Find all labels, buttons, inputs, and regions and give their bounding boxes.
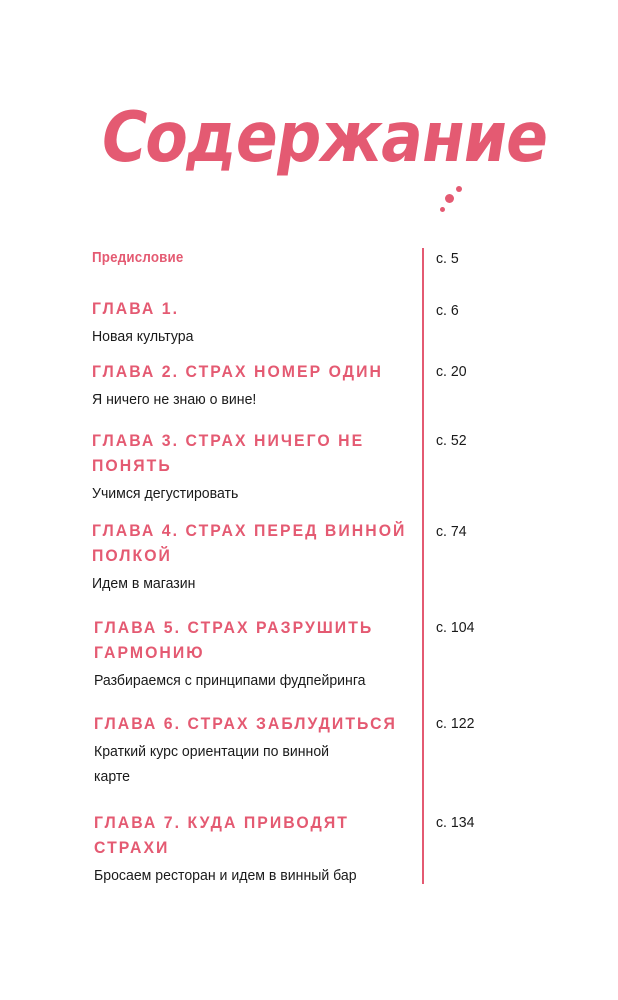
page-number: с. 122 <box>436 715 475 732</box>
toc-entry-chapter-4[interactable] <box>92 518 430 596</box>
chapter-subtitle: Бросаем ресторан и идем в винный бар <box>94 867 357 884</box>
toc-entry-chapter-7[interactable] <box>94 810 373 888</box>
chapter-title: ГЛАВА 6. СТРАХ ЗАБЛУДИТЬСЯ <box>94 714 397 733</box>
chapter-subtitle-cont: карте <box>94 768 130 785</box>
chapter-subtitle: Краткий курс ориентации по винной <box>94 743 330 760</box>
preface-label: Предисловие <box>92 250 184 266</box>
toc-entry-preface[interactable] <box>92 250 192 266</box>
page-title: Содержание <box>95 96 555 178</box>
chapter-title: ГЛАВА 3. СТРАХ НИЧЕГО НЕ <box>92 431 365 450</box>
chapter-subtitle: Я ничего не знаю о вине! <box>92 391 257 408</box>
toc-entry-chapter-1[interactable] <box>92 296 200 349</box>
chapter-title-cont: СТРАХИ <box>94 838 170 857</box>
page-number: с. 52 <box>436 432 467 449</box>
chapter-title: ГЛАВА 2. СТРАХ НОМЕР ОДИН <box>92 362 383 381</box>
chapter-title-cont: ГАРМОНИЮ <box>94 643 205 662</box>
toc-entry-chapter-6[interactable] <box>94 711 420 789</box>
toc-entry-chapter-5[interactable] <box>94 615 394 693</box>
chapter-title-cont: ПОНЯТЬ <box>92 456 172 475</box>
page-number: с. 74 <box>436 523 467 540</box>
chapter-subtitle: Идем в магазин <box>92 575 196 592</box>
chapter-subtitle: Учимся дегустировать <box>92 485 239 502</box>
page-number: с. 20 <box>436 363 467 380</box>
page-number: с. 104 <box>436 619 475 636</box>
toc-entry-chapter-2[interactable] <box>92 359 405 412</box>
chapter-subtitle: Разбираемся с принципами фудпейринга <box>94 672 366 689</box>
chapter-title: ГЛАВА 5. СТРАХ РАЗРУШИТЬ <box>94 618 374 637</box>
chapter-title: ГЛАВА 1. <box>92 299 180 318</box>
chapter-title: ГЛАВА 4. СТРАХ ПЕРЕД ВИННОЙ <box>92 521 407 540</box>
chapter-title-cont: ПОЛКОЙ <box>92 546 172 565</box>
page-number: с. 134 <box>436 814 475 831</box>
page-number: с. 5 <box>436 250 459 267</box>
page-number: с. 6 <box>436 302 459 319</box>
chapter-title: ГЛАВА 7. КУДА ПРИВОДЯТ <box>94 813 349 832</box>
toc-entry-chapter-3[interactable] <box>92 428 385 506</box>
chapter-subtitle: Новая культура <box>92 328 194 345</box>
